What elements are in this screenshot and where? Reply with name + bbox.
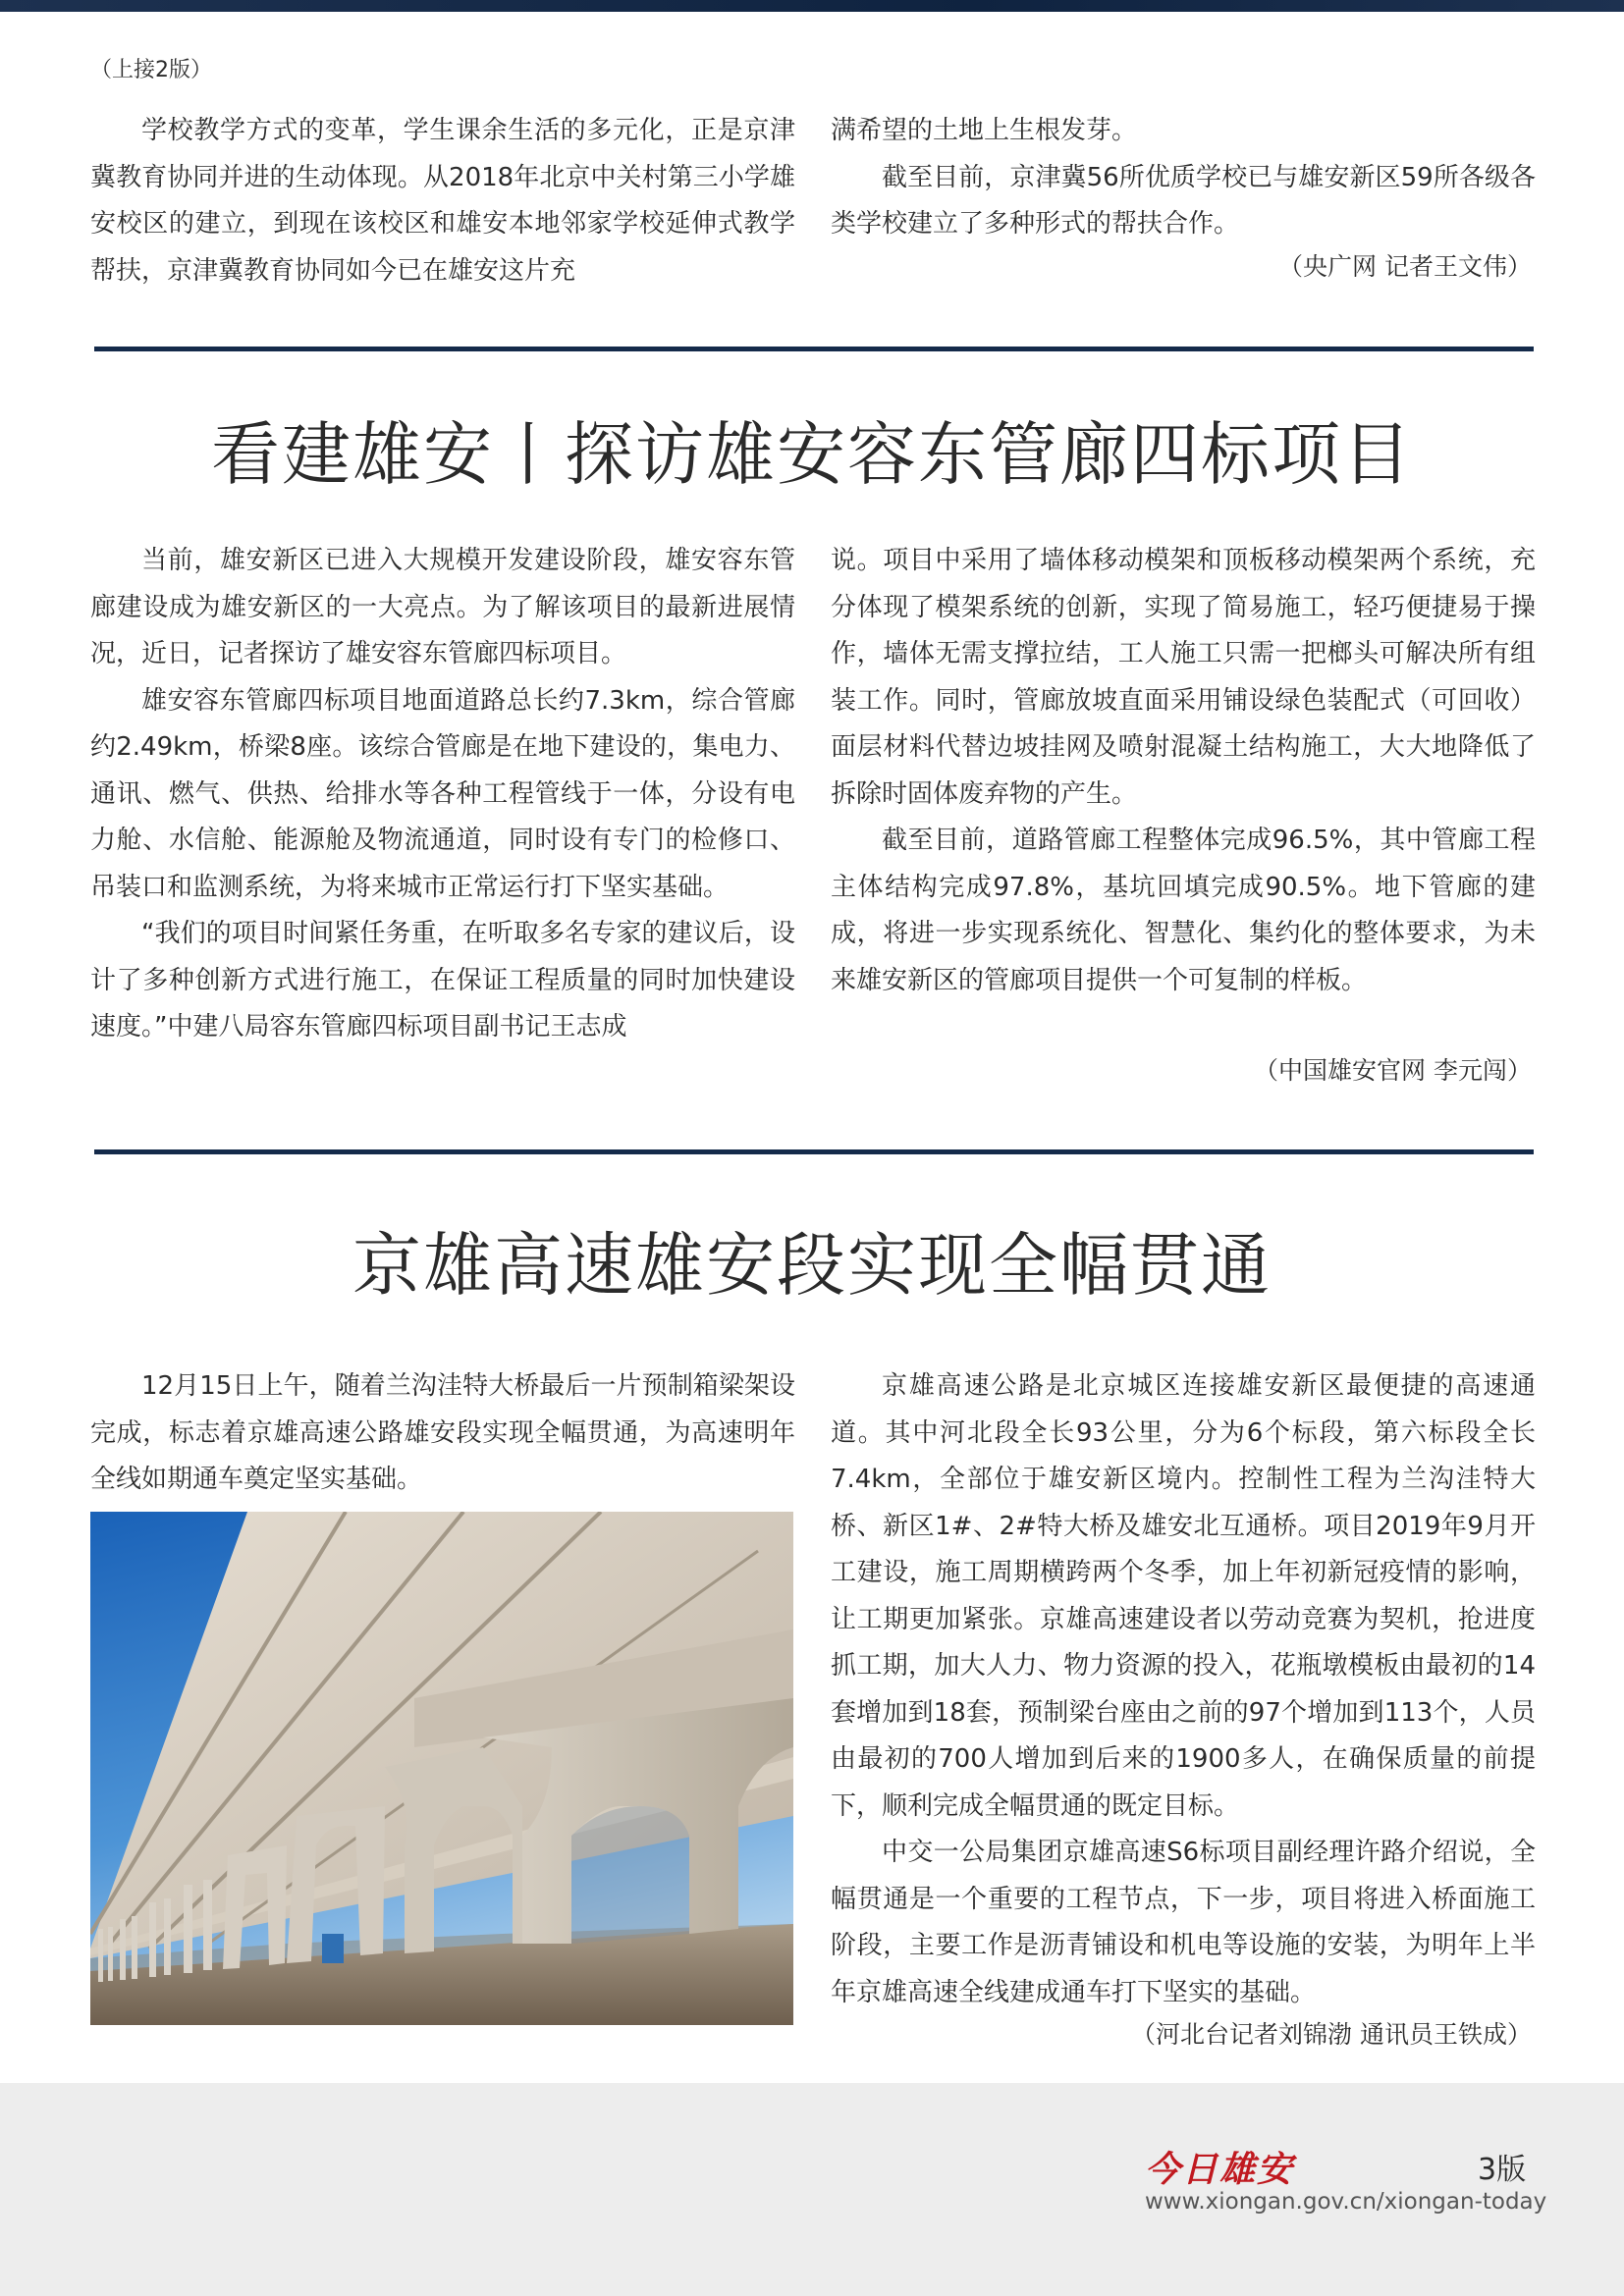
bridge-photo	[90, 1512, 793, 2025]
article1-paragraph: 雄安容东管廊四标项目地面道路总长约7.3km，综合管廊约2.49km，桥梁8座。该综合管廊是在地下建设的，集电力、通讯、燃气、供热、给排水等各种工程管线于一体，分设有电力舱、水信舱、能源舱及物流通道，同时设有专门的检修口、吊装口和监测系统，为将来城市正常运行打下坚实基础。	[90, 685, 795, 902]
article2-paragraph: 12月15日上午，随着兰沟洼特大桥最后一片预制箱梁架设完成，标志着京雄高速公路雄安段实现全幅贯通，为高速明年全线如期通车奠定坚实基础。	[90, 1371, 795, 1494]
section-divider	[94, 1149, 1534, 1154]
article2-right-column	[831, 1363, 1536, 2016]
continuation-label: （上接2版）	[90, 58, 212, 82]
continuation-left-column	[90, 108, 795, 294]
continuation-paragraph: 学校教学方式的变革，学生课余生活的多元化，正是京津冀教育协同并进的生动体现。从2018年北京中关村第三小学雄安校区的建立，到现在该校区和雄安本地邻家学校延伸式教学帮扶，京津冀教育协同如今已在雄安这片充	[90, 116, 795, 286]
article2-paragraph: 中交一公局集团京雄高速S6标项目副经理许路介绍说，全幅贯通是一个重要的工程节点，下一步，项目将进入桥面施工阶段，主要工作是沥青铺设和机电等设施的安装，为明年上半年京雄高速全线建成通车打下坚实的基础。	[831, 1838, 1536, 2007]
continuation-paragraph: 截至目前，京津冀56所优质学校已与雄安新区59所各级各类学校建立了多种形式的帮扶合作。	[831, 162, 1536, 239]
newspaper-logo: 今日雄安	[1145, 2149, 1295, 2190]
section-divider	[94, 347, 1534, 351]
article1-paragraph: “我们的项目时间紧任务重，在听取多名专家的建议后，设计了多种创新方式进行施工，在保证工程质量的同时加快建设速度。”中建八局容东管廊四标项目副书记王志成	[90, 919, 795, 1041]
continuation-paragraph: 满希望的土地上生根发芽。	[831, 116, 1138, 145]
article2-left-column	[90, 1363, 795, 1504]
article1-paragraph: 当前，雄安新区已进入大规模开发建设阶段，雄安容东管廊建设成为雄安新区的一大亮点。为了解该项目的最新进展情况，近日，记者探访了雄安容东管廊四标项目。	[90, 546, 795, 668]
website-link[interactable]: www.xiongan.gov.cn/xiongan-today	[1145, 2189, 1547, 2215]
article1-byline: （中国雄安官网 李元闯）	[1254, 1056, 1532, 1085]
top-banner-bar	[0, 0, 1624, 12]
article1-left-column	[90, 538, 795, 1051]
article2-paragraph: 京雄高速公路是北京城区连接雄安新区最便捷的高速通道。其中河北段全长93公里，分为6个标段，第六标段全长7.4km，全部位于雄安新区境内。控制性工程为兰沟洼特大桥、新区1#、2#特大桥及雄安北互通桥。项目2019年9月开工建设，施工周期横跨两个冬季，加上年初新冠疫情的影响，让工期更加紧张。京雄高速建设者以劳动竞赛为契机，抢进度抓工期，加大人力、物力资源的投入，花瓶墩模板由最初的14套增加到18套，预制梁台座由之前的97个增加到113个，人员由最初的700人增加到后来的1900多人，在确保质量的前提下，顺利完成全幅贯通的既定目标。	[831, 1371, 1536, 1821]
article1-right-column	[831, 538, 1536, 1004]
page-number: 3版	[1478, 2153, 1527, 2187]
article2-title: 京雄高速雄安段实现全幅贯通	[352, 1225, 1272, 1306]
continuation-right-column	[831, 108, 1536, 248]
article2-byline: （河北台记者刘锦渤 通讯员王铁成）	[1131, 2020, 1532, 2049]
article1-paragraph: 说。项目中采用了墙体移动模架和顶板移动模架两个系统，充分体现了模架系统的创新，实现了简易施工，轻巧便捷易于操作，墙体无需支撑拉结，工人施工只需一把榔头可解决所有组装工作。同时，管廊放坡直面采用铺设绿色装配式（可回收）面层材料代替边坡挂网及喷射混凝土结构施工，大大地降低了拆除时固体废弃物的产生。	[831, 546, 1536, 809]
article1-title: 看建雄安丨探访雄安容东管廊四标项目	[211, 414, 1413, 495]
article1-paragraph: 截至目前，道路管廊工程整体完成96.5%，其中管廊工程主体结构完成97.8%，基坑回填完成90.5%。地下管廊的建成，将进一步实现系统化、智慧化、集约化的整体要求，为未来雄安新区的管廊项目提供一个可复制的样板。	[831, 826, 1536, 995]
continuation-byline: （央广网 记者王文伟）	[1278, 252, 1532, 281]
